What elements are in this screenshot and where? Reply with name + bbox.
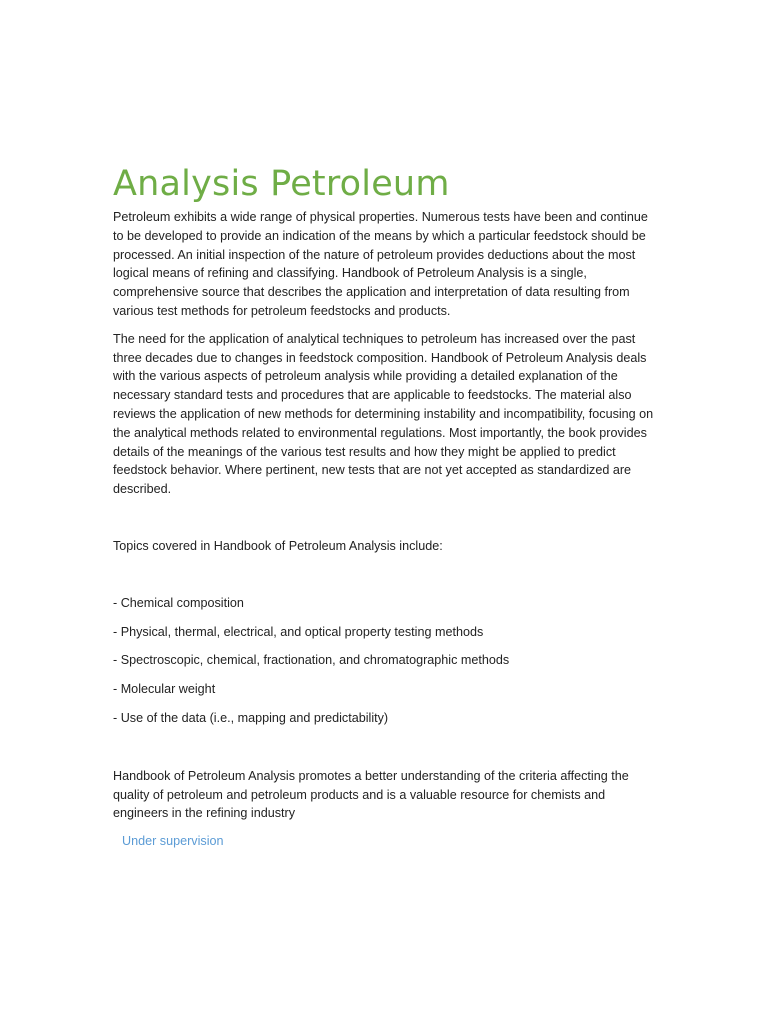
document-title: Analysis Petroleum (113, 164, 450, 204)
closing-paragraph: Handbook of Petroleum Analysis promotes a better understanding of the criteria affecting the quality of petroleum and petroleum products and is a valuable resource for chemists and engineers in the refining industry (113, 768, 629, 821)
intro-paragraph: Petroleum exhibits a wide range of physical properties. Numerous tests have been and continue to be developed to provide an indication of the means by which a particular feedstock should be processed. An initial inspection of the nature of petroleum provides deductions about the most logical means of refining and classifying. Handbook of Petroleum Analysis is a single, comprehensive source that describes the application and interpretation of data resulting from various test methods for petroleum feedstocks and products. (113, 210, 648, 318)
document-page (113, 162, 658, 851)
under-supervision-link[interactable]: Under supervision (122, 834, 224, 849)
topic-item: - Molecular weight (113, 682, 216, 697)
topic-list (113, 594, 658, 728)
topics-intro: Topics covered in Handbook of Petroleum Analysis include: (113, 538, 443, 553)
topic-item: - Physical, thermal, electrical, and optical property testing methods (113, 624, 484, 639)
topic-item: - Use of the data (i.e., mapping and predictability) (113, 710, 389, 725)
topic-item: - Chemical composition (113, 595, 244, 610)
topic-item: - Spectroscopic, chemical, fractionation, and chromatographic methods (113, 653, 510, 668)
detail-paragraph: The need for the application of analytical techniques to petroleum has increased over the past three decades due to changes in feedstock composition. Handbook of Petroleum Analysis deals with the various aspects of petroleum analysis while providing a detailed explanation of the necessary standard tests and procedures that are applicable to feedstocks. The material also reviews the application of new methods for determining instability and incompatibility, focusing on the analytical methods related to environmental regulations. Most importantly, the book provides details of the meanings of the various test results and how they might be applied to predict feedstock behavior. Where pertinent, new tests that are not yet accepted as standardized are described. (113, 331, 654, 497)
